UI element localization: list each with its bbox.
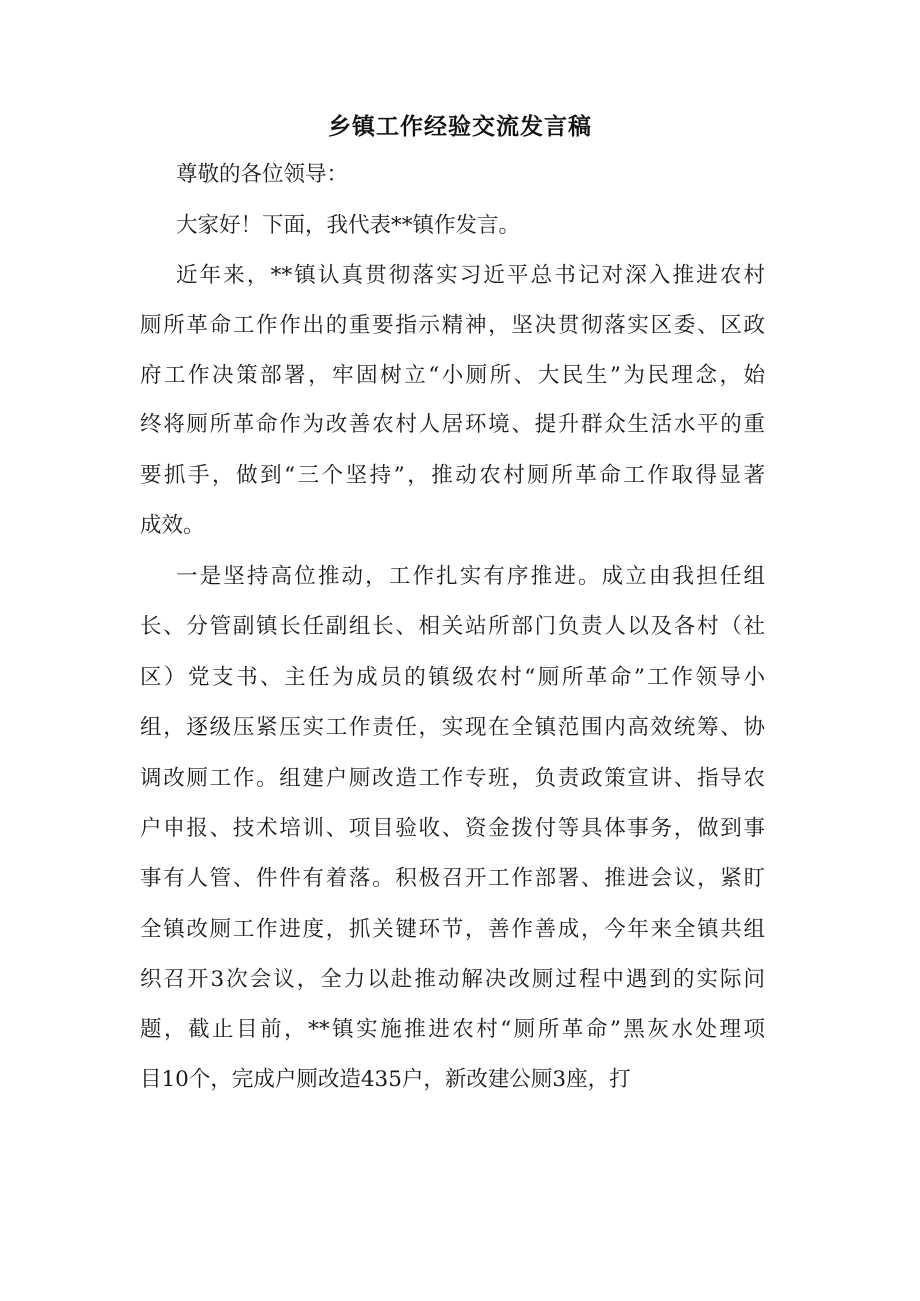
paragraph-line: 厕所革命工作作出的重要指示精神，坚决贯彻落实区委、区政 (140, 313, 765, 338)
paragraph-line: 成效。 (140, 513, 205, 538)
document-title: 乡镇工作经验交流发言稿 (328, 114, 592, 140)
paragraph-line: 目10个，完成户厕改造435户，新改建公厕3座，打 (140, 1067, 631, 1092)
paragraph-line: 长、分管副镇长任副组长、相关站所部门负责人以及各村（社 (140, 614, 765, 639)
paragraph-line: 一是坚持高位推动，工作扎实有序推进。成立由我担任组 (176, 564, 765, 589)
salutation-line: 尊敬的各位领导： (176, 162, 349, 187)
paragraph-line: 织召开3次会议，全力以赴推动解决改厕过程中遇到的实际问 (140, 967, 765, 992)
greeting-line: 大家好！下面，我代表**镇作发言。 (176, 213, 521, 238)
paragraph-line: 要抓手，做到“三个坚持”，推动农村厕所革命工作取得显著 (140, 463, 765, 488)
paragraph-line: 府工作决策部署，牢固树立“小厕所、大民生”为民理念，始 (140, 363, 765, 388)
paragraph-line: 区）党支书、主任为成员的镇级农村“厕所革命”工作领导小 (140, 665, 765, 690)
paragraph-line: 全镇改厕工作进度，抓关键环节，善作善成，今年来全镇共组 (140, 917, 765, 942)
paragraph-line: 户申报、技术培训、项目验收、资金拨付等具体事务，做到事 (140, 816, 765, 841)
paragraph-line: 近年来，**镇认真贯彻落实习近平总书记对深入推进农村 (176, 263, 765, 288)
paragraph-line: 题，截止目前，**镇实施推进农村“厕所革命”黑灰水处理项 (140, 1017, 765, 1042)
paragraph-line: 调改厕工作。组建户厕改造工作专班，负责政策宣讲、指导农 (140, 766, 765, 791)
paragraph-line: 事有人管、件件有着落。积极召开工作部署、推进会议，紧盯 (140, 866, 765, 891)
paragraph-line: 终将厕所革命作为改善农村人居环境、提升群众生活水平的重 (140, 412, 765, 437)
paragraph-line: 组，逐级压紧压实工作责任，实现在全镇范围内高效统筹、协 (140, 715, 765, 740)
